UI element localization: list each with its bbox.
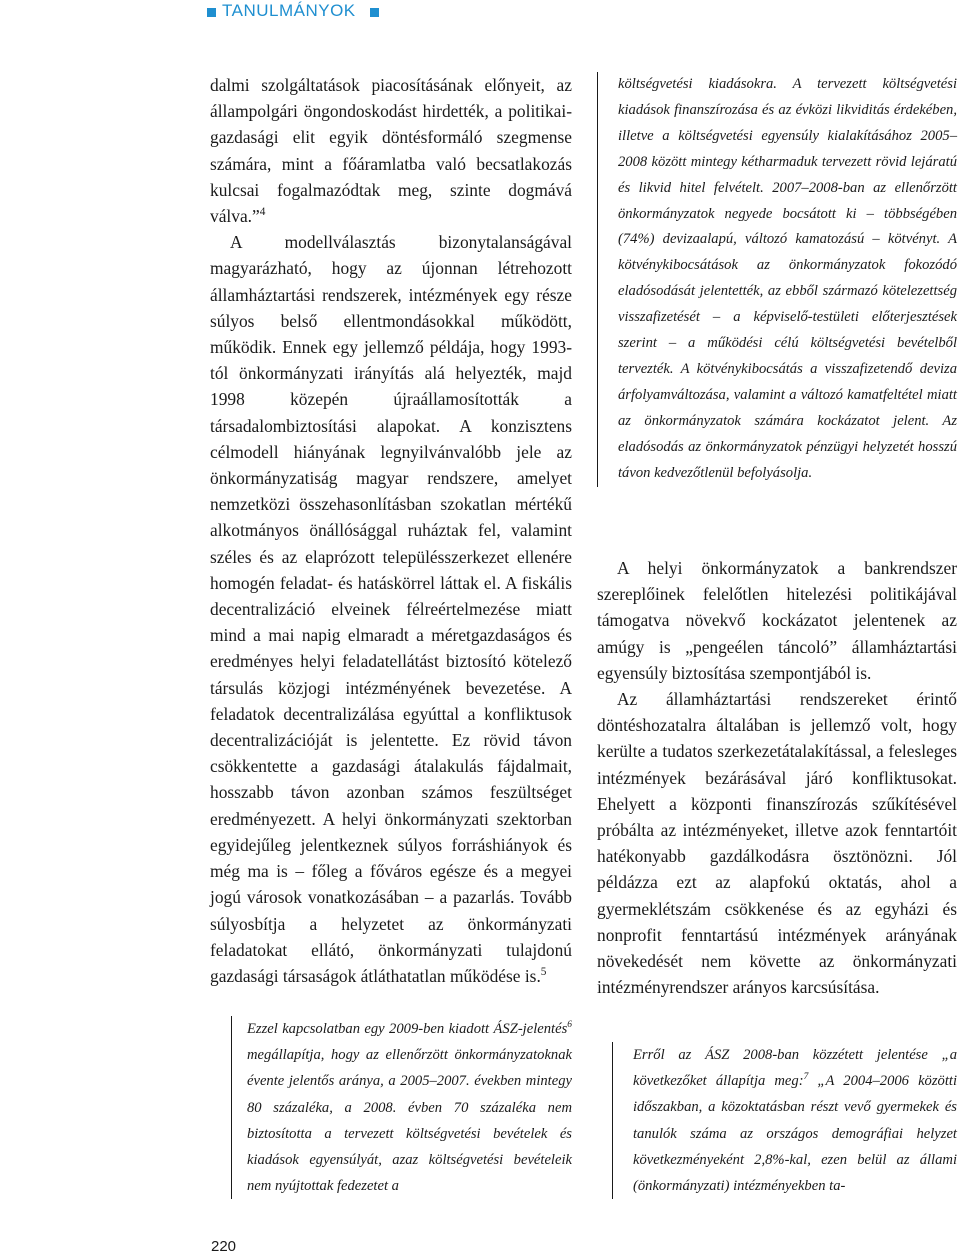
- right-quote2-text-2: „A 2004–2006 közötti időszakban, a közoktatásban részt vevő gyermekek és tanulók száma az országos demográfiai helyzet következményeként 2,8%-kal, ezen belül az állami (önkormányzati) intézményekben ta-: [633, 1073, 957, 1195]
- page-number: 220: [211, 1238, 237, 1255]
- right-column: [597, 555, 957, 1000]
- left-quote-text-1: Ezzel kapcsolatban egy 2009-ben kiadott ÁSZ-jelentés: [247, 1021, 568, 1037]
- footnote-ref-5: 5: [540, 966, 547, 979]
- left-paragraph-2-text: A modellválasztás bizonytalanságával magyarázható, hogy az újonnan létrehozott államháztartási rendszerek, intézmények egy része súlyos belső ellentmondásokkal működött, működik. Ennek egy jellemző példája, hogy 1993-tól önkormányzati irányítás alá helyezték, majd 1998 közepén újraállamosították a társadalombiztosítási alapokat. A konzisztens célmodell hiányának legnyilvánvalóbb jele az önkormányzatiság magyar rendszere, amelyet nemzetközi összehasonlításban szokatlan mértékű alkotmányos önállósággal ruháztak fel, valamint széles és az elaprózott településszerkezet ellenére homogén feladat- és hatáskörrel láttak el. A fiskális decentralizáció elveinek félreértelmezése miatt mind a mai napig elmaradt a méretgazdaságos és eredményes helyi feladatellátást biztosító kötelező társulás közjogi intézményének bevezetése. A feladatok decentralizálása egyúttal a konfliktusok decentralizációját is jelentette. Ez rövid távon csökkentette a gazdasági átalakulás fájdalmait, hosszabb távon azonban számos feszültséget eredményezett. A helyi önkormányzati szektorban egyidejűleg jelentkeznek súlyos forráshiányok és még ma is – főleg a főváros egésze és a megyei jogú városok vonatkozásában – a pazarlás. Tovább súlyosbítja a helyzetet az önkormányzati feladatokat ellátó, önkormányzati tulajdonú gazdasági társaságok átláthatatlan működése is.: [210, 232, 572, 986]
- left-paragraph-1: [210, 72, 572, 229]
- right-paragraph-2: Az államháztartási rendszereket érintő döntéshozatalra általában is jellemző volt, hogy kerülte a tudatos szerkezetátalakítással, a felesleges intézmények bezárásával járó konfliktusokat. Ehelyett a központi finanszírozás szűkítésével próbálta az intézményeket, illetve azok fenntartóit hatékonyabb gazdálkodásra ösztönözni. Jól példázza ezt az alapfokú oktatás, ahol a gyermeklétszám csökkenése és az egyházi és nonprofit fenntartású intézmények arányának növekedését nem követte az önkormányzati intézményrendszer arányos karcsúsítása.: [597, 689, 957, 998]
- header-square-right-icon: [370, 8, 379, 17]
- running-header: [0, 0, 960, 24]
- footnote-ref-7: 7: [803, 1072, 809, 1083]
- right-quote-text: költségvetési kiadásokra. A tervezett költségvetési kiadások finanszírozása és az évközi likviditás érdekében, illetve a költségvetési egyensúly kialakításához 2005–2008 között mintegy kétharmaduk tervezett rövid lejáratú és likvid hitel felvételt. 2007–2008-ban az ellenőrzött önkormányzatok negyede bocsátott ki – többségében (74%) devizaalapú, változó kamatozású – kötvényt. A kötvénykibocsátások az önkormányzatok fokozódó eladósodását jelentették, az ebből származó kötelezettség visszafizetését – a képviselő-testületi előterjesztések szerint – a működési célú költségvetési bevételből tervezték. A kötvénykibocsátás a visszafizetendő deviza árfolyamváltozása, valamint a változó kamatfeltétel miatt az önkormányzatok számára kockázatot jelent. Az eladósodás az önkormányzatok pénzügyi helyzetét hosszú távon kedvezőtlenül befolyásolja.: [618, 76, 957, 481]
- footnote-ref-6: 6: [567, 1020, 572, 1031]
- footnote-ref-4: 4: [259, 206, 266, 219]
- right-paragraph-1: A helyi önkormányzatok a bankrendszer szereplőinek felelőtlen hitelezési politikájával támogatva növekvő kockázatot jelentenek az amúgy is „pengeélen táncoló” államháztartási egyensúly biztosítása szempontjából is.: [597, 558, 957, 683]
- left-quote-text-2: megállapítja, hogy az ellenőrzött önkormányzatoknak évente jelentős aránya, a 2005–2007. években mintegy 80 százaléka, a 2008. évben 70 százaléka nem biztosította a tervezett költségvetési bevételek és kiadások egyensúlyát, azaz költségvetési bevételeik nem nyújtottak fedezetet a: [247, 1047, 572, 1195]
- left-quote-box: [231, 1016, 572, 1199]
- section-label: TANULMÁNYOK: [222, 1, 356, 20]
- right-quote2-text-1: Erről az ÁSZ 2008-ban közzétett jelentése „a következőket állapítja meg:: [633, 1047, 957, 1090]
- left-paragraph-2: [210, 229, 572, 989]
- right-quote-box-2: [612, 1042, 957, 1199]
- right-quote-box: [597, 72, 957, 487]
- left-paragraph-1-text: dalmi szolgáltatások piacosításának előnyeit, az állampolgári öngondoskodást hirdették, a politikai-gazdasági elit egyik döntésformáló szegmense számára, mint a főáramlatba való becsatlakozás kulcsai fogalmazódtak meg, szinte dogmává válva.”: [210, 75, 572, 227]
- header-square-left-icon: [207, 8, 216, 17]
- left-column: [210, 72, 572, 989]
